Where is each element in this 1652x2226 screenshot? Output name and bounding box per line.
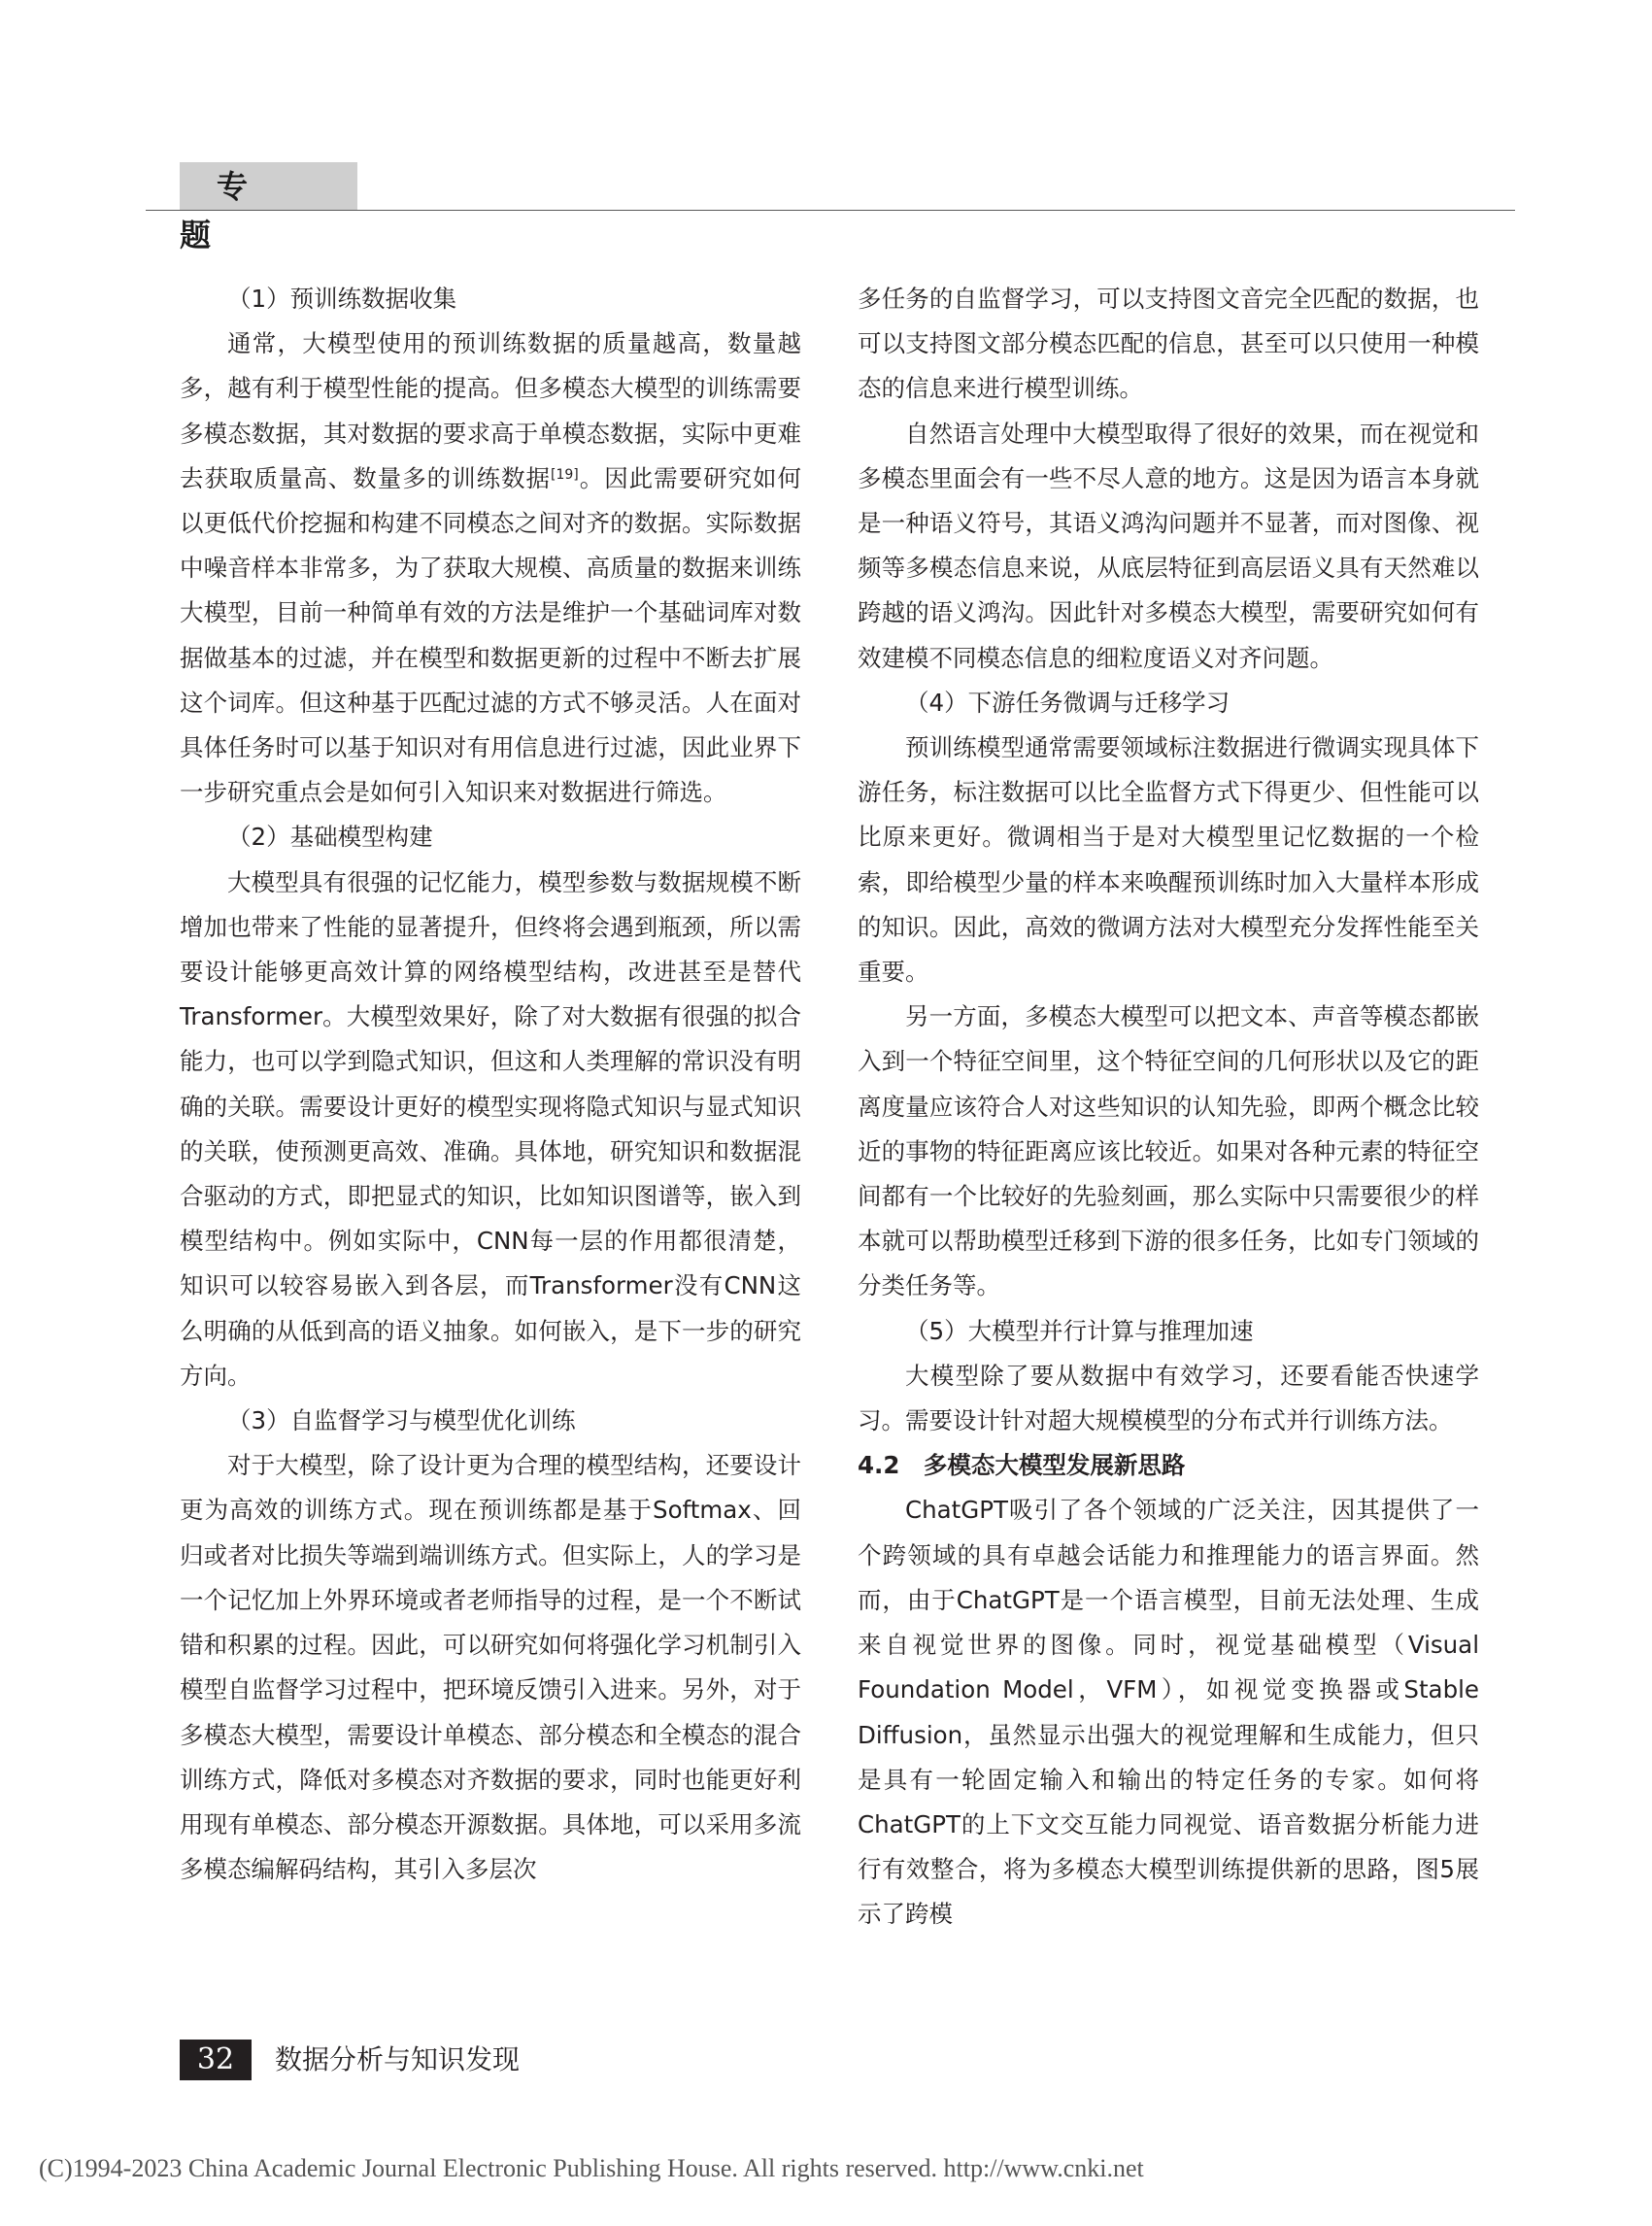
subsection-heading-4: （4）下游任务微调与迁移学习 [905, 688, 1231, 717]
paragraph-continued: 多任务的自监督学习，可以支持图文音完全匹配的数据，也可以支持图文部分模态匹配的信息，甚至可以只使用一种模态的信息来进行模型训练。 [858, 285, 1479, 403]
copyright-notice: (C)1994-2023 China Academic Journal Electronic Publishing House. All rights reserved. http://www.cnki.net [39, 2154, 1144, 2182]
paragraph-chatgpt: ChatGPT吸引了各个领域的广泛关注，因其提供了一个跨领域的具有卓越会话能力和推理能力的语言界面。然而，由于ChatGPT是一个语言模型，目前无法处理、生成来自视觉世界的图像。同时，视觉基础模型（Visual Foundation Model，VFM），如视觉变换器或Stable Diffusion，虽然显示出强大的视觉理解和生成能力，但只是具有一轮固定输入和输出的特定任务的专家。如何将ChatGPT的上下文交互能力同视觉、语音数据分析能力进行有效整合，将为多模态大模型训练提供新的思路，图5展示了跨模 [858, 1496, 1479, 1929]
paragraph-text: 。因此需要研究如何以更低代价挖掘和构建不同模态之间对齐的数据。实际数据中噪音样本非常多，为了获取大规模、高质量的数据来训练大模型，目前一种简单有效的方法是维护一个基础词库对数据做基本的过滤，并在模型和数据更新的过程中不断去扩展这个词库。但这种基于匹配过滤的方式不够灵活。人在面对具体任务时可以基于知识对有用信息进行过滤，因此业界下一步研究重点会是如何引入知识来对数据进行筛选。 [180, 463, 801, 807]
paragraph-self-supervised: 对于大模型，除了设计更为合理的模型结构，还要设计更为高效的训练方式。现在预训练都是基于Softmax、回归或者对比损失等端到端训练方式。但实际上，人的学习是一个记忆加上外界环境或者老师指导的过程，是一个不断试错和积累的过程。因此，可以研究如何将强化学习机制引入模型自监督学习过程中，把环境反馈引入进来。另外，对于多模态大模型，需要设计单模态、部分模态和全模态的混合训练方式，降低对多模态对齐数据的要求，同时也能更好利用现有单模态、部分模态开源数据。具体地，可以采用多流多模态编解码结构，其引入多层次 [180, 1451, 801, 1884]
right-column [858, 277, 1479, 1938]
paragraph-fine-tuning: 预训练模型通常需要领域标注数据进行微调实现具体下游任务，标注数据可以比全监督方式下得更少、但性能可以比原来更好。微调相当于是对大模型里记忆数据的一个检索，即给模型少量的样本来唤醒预训练时加入大量样本形成的知识。因此，高效的微调方法对大模型充分发挥性能至关重要。 [858, 733, 1479, 987]
header-rule [146, 210, 1515, 211]
subsection-heading-5: （5）大模型并行计算与推理加速 [905, 1316, 1254, 1345]
citation-19: [19] [551, 466, 579, 483]
paragraph-text: 通常，大模型使用的预训练数据的质量越高，数量越多，越有利于模型性能的提高。但多模态大模型的训练需要多模态数据，其对数据的要求高于单模态数据，实际中更难去获取质量高、数量多的训练数据 [180, 329, 801, 492]
paragraph-model-construction: 大模型具有很强的记忆能力，模型参数与数据规模不断增加也带来了性能的显著提升，但终将会遇到瓶颈，所以需要设计能够更高效计算的网络模型结构，改进甚至是替代Transformer。大模型效果好，除了对大数据有很强的拟合能力，也可以学到隐式知识，但这和人类理解的常识没有明确的关联。需要设计更好的模型实现将隐式知识与显式知识的关联，使预测更高效、准确。具体地，研究知识和数据混合驱动的方式，即把显式的知识，比如知识图谱等，嵌入到模型结构中。例如实际中，CNN每一层的作用都很清楚，知识可以较容易嵌入到各层，而Transformer没有CNN这么明确的从低到高的语义抽象。如何嵌入，是下一步的研究方向。 [180, 867, 801, 1390]
section-heading-4-2: 4.2 多模态大模型发展新思路 [858, 1451, 1186, 1480]
subsection-heading-2: （2）基础模型构建 [227, 823, 433, 852]
subsection-heading-3: （3）自监督学习与模型优化训练 [227, 1406, 576, 1435]
section-tag: 专 题 [180, 162, 357, 211]
subsection-heading-1: （1）预训练数据收集 [227, 285, 457, 313]
left-column [180, 277, 801, 1892]
journal-title: 数据分析与知识发现 [275, 2043, 521, 2075]
paragraph-semantic-gap: 自然语言处理中大模型取得了很好的效果，而在视觉和多模态里面会有一些不尽人意的地方。这是因为语言本身就是一种语义符号，其语义鸿沟问题并不显著，而对图像、视频等多模态信息来说，从底层特征到高层语义具有天然难以跨越的语义鸿沟。因此针对多模态大模型，需要研究如何有效建模不同模态信息的细粒度语义对齐问题。 [858, 419, 1479, 672]
paragraph-feature-space: 另一方面，多模态大模型可以把文本、声音等模态都嵌入到一个特征空间里，这个特征空间的几何形状以及它的距离度量应该符合人对这些知识的认知先验，即两个概念比较近的事物的特征距离应该比较近。如果对各种元素的特征空间都有一个比较好的先验刻画，那么实际中只需要很少的样本就可以帮助模型迁移到下游的很多任务，比如专门领域的分类任务等。 [858, 1002, 1479, 1300]
paragraph-data-collection [180, 321, 801, 815]
page-number: 32 [180, 2040, 252, 2080]
paragraph-parallel: 大模型除了要从数据中有效学习，还要看能否快速学习。需要设计针对超大规模模型的分布式并行训练方法。 [858, 1361, 1479, 1435]
